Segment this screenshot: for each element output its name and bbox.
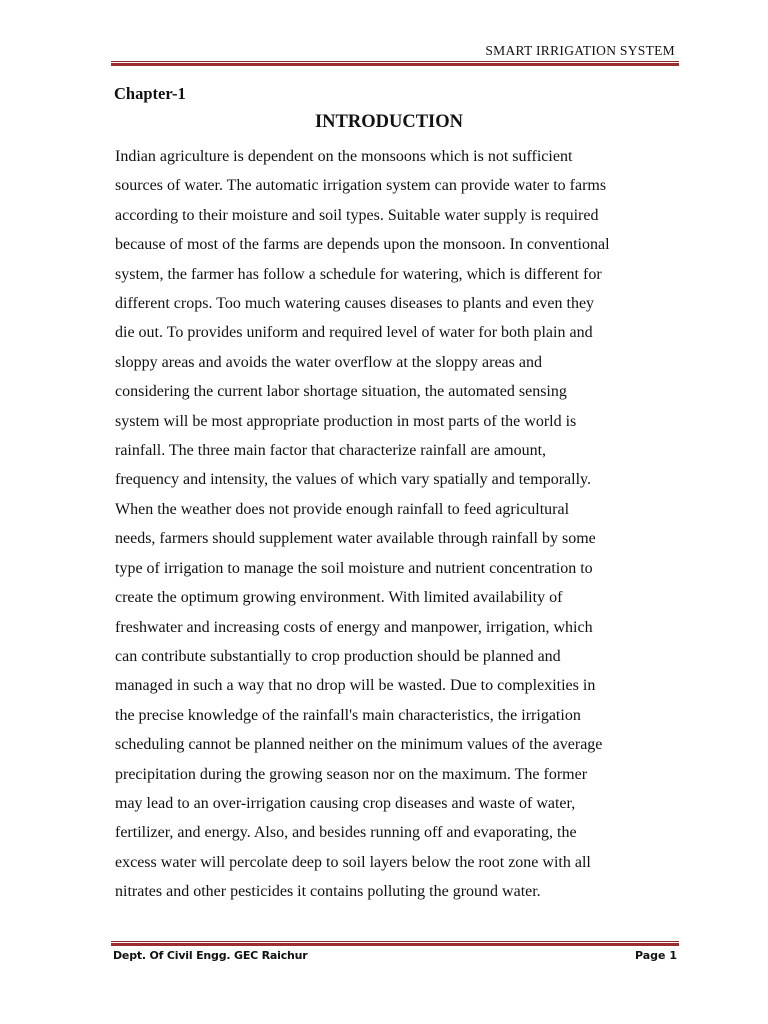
body-paragraph [115, 142, 687, 907]
body-line: different crops. Too much watering causes diseases to plants and even they [115, 295, 595, 313]
header-rule [111, 61, 679, 66]
body-line: can contribute substantially to crop production should be planned and [115, 647, 561, 665]
footer-rule-thin [111, 941, 679, 942]
body-line: system will be most appropriate production in most parts of the world is [115, 412, 577, 430]
body-line: scheduling cannot be planned neither on the minimum values of the average [115, 736, 603, 754]
body-line: excess water will percolate deep to soil layers below the root zone with all [115, 853, 591, 871]
chapter-label: Chapter-1 [114, 84, 186, 103]
footer-department: Dept. Of Civil Engg. GEC Raichur [113, 949, 308, 962]
header-rule-thin [111, 61, 679, 62]
body-line: needs, farmers should supplement water available through rainfall by some [115, 530, 596, 548]
body-line: Indian agriculture is dependent on the monsoons which is not sufficient [115, 148, 573, 165]
body-line: frequency and intensity, the values of which vary spatially and temporally. [115, 471, 591, 489]
body-line: When the weather does not provide enough rainfall to feed agricultural [115, 500, 570, 518]
body-line: may lead to an over-irrigation causing crop diseases and waste of water, [115, 794, 576, 812]
body-line: freshwater and increasing costs of energy and manpower, irrigation, which [115, 618, 593, 636]
footer-rule-thick [111, 943, 679, 946]
footer-rule [111, 941, 679, 946]
body-line: according to their moisture and soil types. Suitable water supply is required [115, 206, 599, 224]
body-line: rainfall. The three main factor that characterize rainfall are amount, [115, 442, 547, 460]
body-line: create the optimum growing environment. With limited availability of [115, 589, 563, 607]
body-line: nitrates and other pesticides it contains polluting the ground water. [115, 883, 541, 901]
body-line: considering the current labor shortage situation, the automated sensing [115, 383, 567, 401]
body-line: type of irrigation to manage the soil moisture and nutrient concentration to [115, 559, 593, 577]
body-line: precipitation during the growing season nor on the maximum. The former [115, 765, 588, 783]
body-line: because of most of the farms are depends upon the monsoon. In conventional [115, 236, 610, 254]
body-line: managed in such a way that no drop will be wasted. Due to complexities in [115, 677, 596, 695]
body-line: sloppy areas and avoids the water overflow at the sloppy areas and [115, 353, 542, 371]
body-line: die out. To provides uniform and required level of water for both plain and [115, 324, 593, 342]
footer-page-number: Page 1 [634, 949, 677, 962]
chapter-title: INTRODUCTION [314, 112, 464, 132]
body-line: sources of water. The automatic irrigation system can provide water to farms [115, 177, 607, 195]
body-line: fertilizer, and energy. Also, and besides running off and evaporating, the [115, 824, 577, 842]
body-line: system, the farmer has follow a schedule for watering, which is different for [115, 265, 602, 283]
header-rule-thick [111, 63, 679, 66]
body-line: the precise knowledge of the rainfall's main characteristics, the irrigation [115, 706, 581, 724]
page-header-title: SMART IRRIGATION SYSTEM [485, 43, 675, 58]
